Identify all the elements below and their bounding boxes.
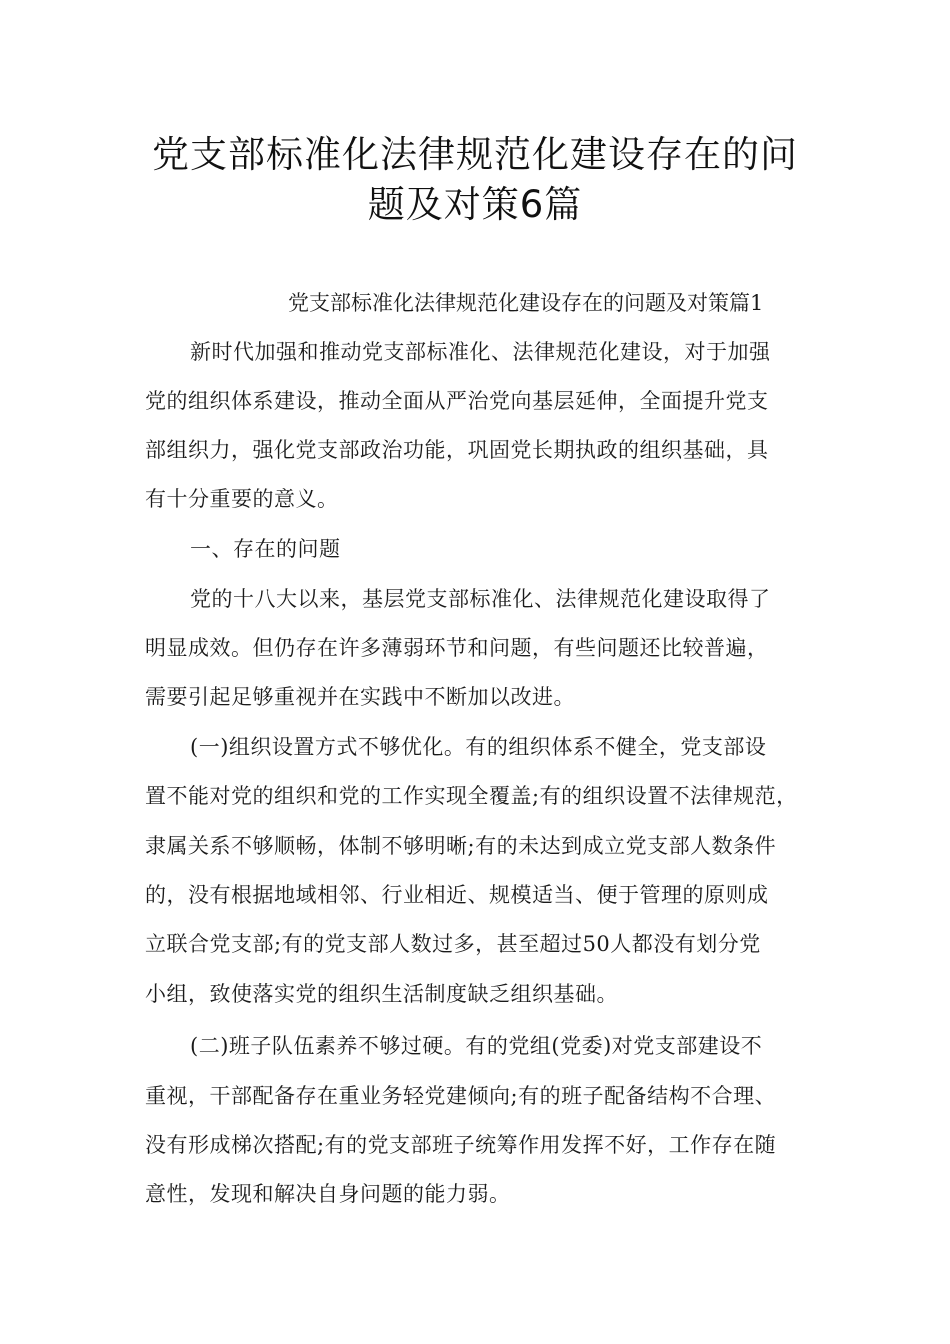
text-line: (一)组织设置方式不够优化。有的组织体系不健全，党支部设 [190, 735, 767, 759]
text-line: 需要引起足够重视并在实践中不断加以改进。 [145, 685, 575, 709]
text-line: 小组，致使落实党的组织生活制度缺乏组织基础。 [145, 982, 618, 1006]
text-line: 党的十八大以来，基层党支部标准化、法律规范化建设取得了 [190, 587, 771, 611]
text-line: 的，没有根据地域相邻、行业相近、规模适当、便于管理的原则成 [145, 883, 769, 907]
text-line: 意性，发现和解决自身问题的能力弱。 [145, 1182, 511, 1206]
text-line: 隶属关系不够顺畅，体制不够明晰;有的未达到成立党支部人数条件 [145, 834, 777, 858]
section-heading: 一、存在的问题 [190, 537, 341, 561]
text-line: 党的组织体系建设，推动全面从严治党向基层延伸，全面提升党支 [145, 389, 769, 413]
text-line: 部组织力，强化党支部政治功能，巩固党长期执政的组织基础，具 [145, 438, 769, 462]
text-line: 明显成效。但仍存在许多薄弱环节和问题，有些问题还比较普遍， [145, 636, 769, 660]
text-line: 有十分重要的意义。 [145, 487, 339, 511]
document-title-line-1: 党支部标准化法律规范化建设存在的问 [152, 133, 798, 176]
text-line: 重视，干部配备存在重业务轻党建倾向;有的班子配备结构不合理、 [145, 1084, 777, 1108]
text-line: 置不能对党的组织和党的工作实现全覆盖;有的组织设置不法律规范， [145, 784, 798, 808]
text-line: (二)班子队伍素养不够过硬。有的党组(党委)对党支部建设不 [190, 1034, 763, 1058]
text-line: 立联合党支部;有的党支部人数过多，甚至超过50人都没有划分党 [145, 932, 761, 956]
text-line: 没有形成梯次搭配;有的党支部班子统筹作用发挥不好，工作存在随 [145, 1133, 777, 1157]
section-subtitle: 党支部标准化法律规范化建设存在的问题及对策篇1 [288, 291, 764, 315]
document-title-line-2: 题及对策6篇 [367, 183, 583, 226]
text-line: 新时代加强和推动党支部标准化、法律规范化建设，对于加强 [190, 340, 771, 364]
